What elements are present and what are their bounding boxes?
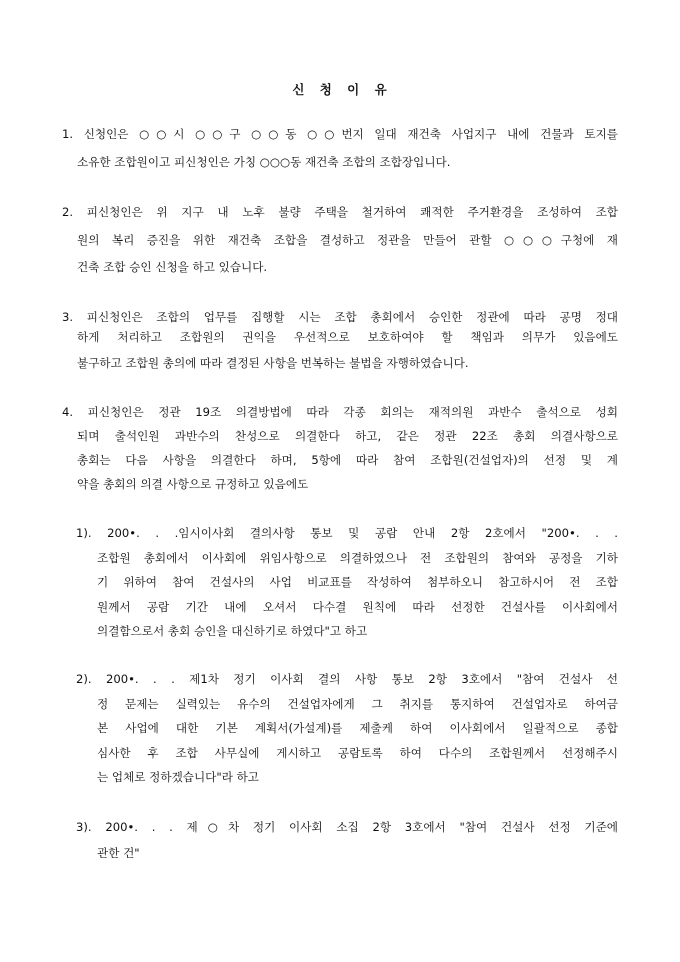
paragraph-3-line-2: 하게 처리하고 조합원의 권익을 우선적으로 보호하여야 할 책임과 의무가 있음에도	[77, 330, 618, 344]
subparagraph-3-line-2: 관한 건"	[97, 846, 140, 860]
subparagraph-3-line-1: 3). 200•. . . 제○차 정기 이사회 소집 2항 3호에서 "참여 건설사 선정 기준에	[76, 820, 618, 834]
subparagraph-2-line-1: 2). 200•. . . 제1차 정기 이사회 결의 사항 통보 2항 3호에서 "참여 건설사 선	[76, 672, 618, 686]
paragraph-1-line-2: 소유한 조합원이고 피신청인은 가칭 ○○○동 재건축 조합의 조합장입니다.	[77, 155, 451, 169]
subparagraph-1-line-5: 의결함으로서 총회 승인을 대신하기로 하였다"고 하고	[97, 624, 368, 638]
subparagraph-1-line-3: 기 위하여 참여 건설사의 사업 비교표를 작성하여 첨부하오니 참고하시어 전 조합	[97, 575, 618, 589]
subparagraph-1-line-1: 1). 200•. . .임시이사회 결의사항 통보 및 공람 안내 2항 2호에서 "200•. . .	[76, 526, 618, 540]
paragraph-4-line-1: 4. 피신청인은 정관 19조 의결방법에 따라 각종 회의는 재적의원 과반수 출석으로 성회	[62, 405, 618, 419]
paragraph-2-line-1: 2. 피신청인은 위 지구 내 노후 불량 주택을 철거하여 쾌적한 주거환경을 조성하여 조합	[62, 205, 618, 219]
subparagraph-2-line-3: 본 사업에 대한 기본 계획서(가설계)를 제출케 하여 이사회에서 일괄적으로 종합	[97, 721, 618, 735]
subparagraph-1-line-4: 원께서 공람 기간 내에 오셔서 다수결 원칙에 따라 선정한 건설사를 이사회에서	[97, 600, 618, 614]
subparagraph-1-line-2: 조합원 총회에서 이사회에 위임사항으로 의결하였으나 전 조합원의 참여와 공정을 기하	[97, 551, 618, 565]
subparagraph-2-line-2: 정 문제는 실력있는 유수의 건설업자에게 그 취지를 통지하여 건설업자로 하여금	[97, 697, 618, 711]
document-title: 신 청 이 유	[292, 82, 388, 97]
paragraph-2-line-2: 원의 복리 증진을 위한 재건축 조합을 결성하고 정관을 만들어 관할 ○○○구청에 재	[77, 233, 618, 247]
paragraph-1-line-1: 1. 신청인은 ○○시 ○○구 ○○동 ○○번지 일대 재건축 사업지구 내에 건물과 토지를	[62, 127, 618, 141]
subparagraph-2-line-5: 는 업체로 정하겠습니다"라 하고	[97, 770, 259, 784]
paragraph-4-line-3: 총회는 다음 사항을 의결한다 하며, 5항에 따라 참여 조합원(건설업자)의 선정 및 계	[77, 453, 618, 467]
paragraph-3-line-3: 불구하고 조합원 총의에 따라 결정된 사항을 번복하는 불법을 자행하였습니다.	[77, 356, 469, 370]
paragraph-4-line-2: 되며 출석인원 과반수의 찬성으로 의결한다 하고, 같은 정관 22조 총회 의결사항으로	[77, 429, 618, 443]
subparagraph-2-line-4: 심사한 후 조합 사무실에 게시하고 공람토록 하여 다수의 조합원께서 선정해주시	[97, 746, 618, 760]
paragraph-4-line-4: 약을 총회의 의결 사항으로 규정하고 있음에도	[77, 477, 309, 491]
paragraph-3-line-1: 3. 피신청인은 조합의 업무를 집행할 시는 조합 총회에서 승인한 정관에 따라 공명 정대	[62, 310, 618, 324]
paragraph-2-line-3: 건축 조합 승인 신청을 하고 있습니다.	[77, 260, 268, 274]
